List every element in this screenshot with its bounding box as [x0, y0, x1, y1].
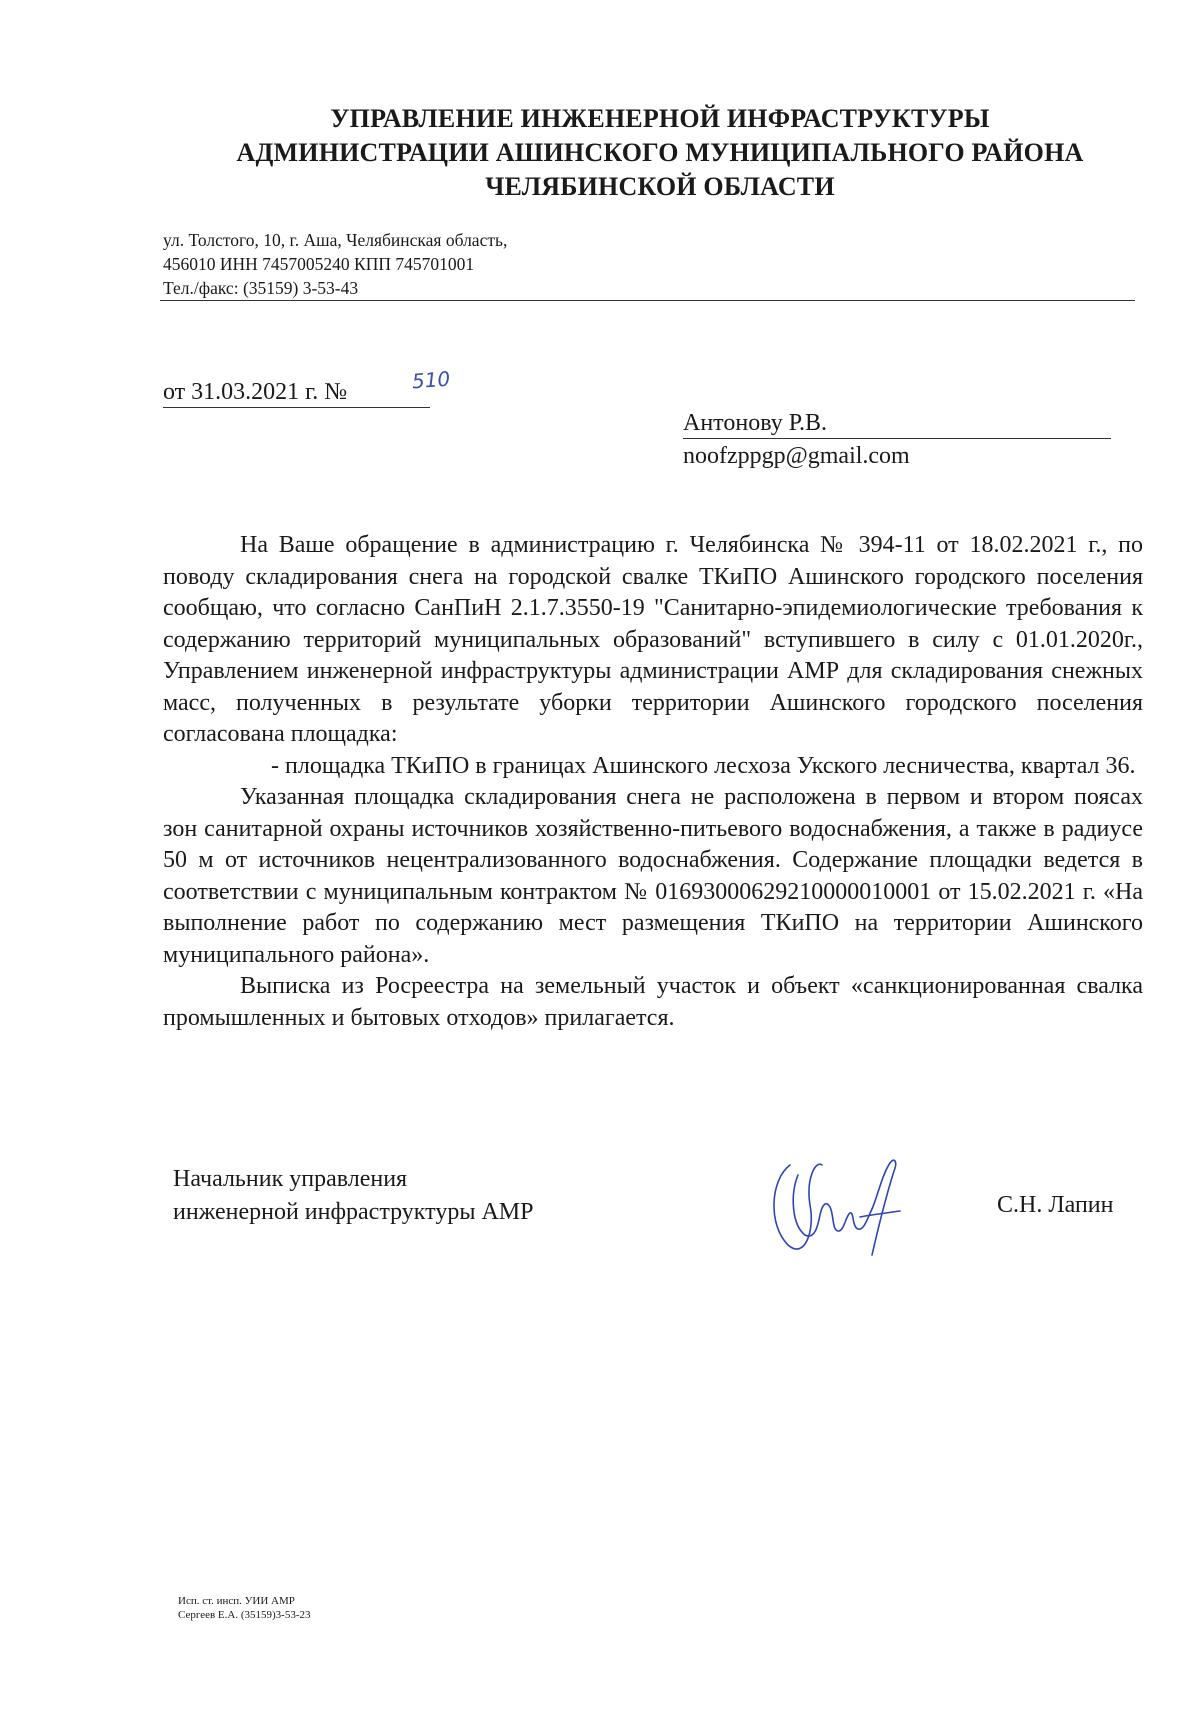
- recipient-block: [683, 407, 910, 473]
- letterhead-line-2: АДМИНИСТРАЦИИ АШИНСКОГО МУНИЦИПАЛЬНОГО РАЙОНА: [236, 138, 1084, 167]
- body-paragraph-1: На Ваше обращение в администрацию г. Челябинска № 394-11 от 18.02.2021 г., по поводу складирования снега на городской свалке ТКиПО Ашинского городского поселения сообщаю, что согласно СанПиН 2.1.7.3550-19 "Санитарно-эпидемиологические требования к содержанию территорий муниципальных образований" вступившего в силу с 01.01.2020г., Управлением инженерной инфраструктуры администрации АМР для складирования снежных масс, полученных в результате уборки территории Ашинского городского поселения согласована площадка:: [163, 532, 1143, 747]
- header-divider: [160, 300, 1135, 301]
- executor-line-2: Сергеев Е.А. (35159)3-53-23: [178, 1609, 311, 1621]
- signatory-title: [173, 1163, 533, 1229]
- signatory-title-line-2: инженерной инфраструктуры АМР: [173, 1199, 534, 1225]
- handwritten-number: 510: [411, 366, 451, 394]
- body-paragraph-2: Указанная площадка складирования снега не расположена в первом и втором поясах зон санитарной охраны источников хозяйственно-питьевого водоснабжения, а также в радиусе 50 м от источников нецентрализованного водоснабжения. Содержание площадки ведется в соответствии с муниципальным контрактом № 0169300062921000001000‌1 от 15.02.2021 г. «На выполнение работ по содержанию мест размещения ТКиПО на территории Ашинского муниципального района».: [163, 784, 1143, 968]
- letter-body: [163, 530, 1143, 1034]
- address-line-1: ул. Толстого, 10, г. Аша, Челябинская область,: [163, 230, 508, 250]
- body-list-item: - площадка ТКиПО в границах Ашинского лесхоза Укского лесничества, квартал 36.: [271, 752, 1136, 779]
- date-and-number: от 31.03.2021 г. №: [163, 379, 348, 405]
- address-line-2: 456010 ИНН 7457005240 КПП 745701001: [163, 254, 475, 274]
- signatory-title-line-1: Начальник управления: [173, 1166, 408, 1192]
- letterhead-line-1: УПРАВЛЕНИЕ ИНЖЕНЕРНОЙ ИНФРАСТРУКТУРЫ: [330, 104, 990, 133]
- address-phone: Тел./факс: (35159) 3-53-43: [163, 278, 359, 298]
- recipient-name: Антонову Р.В.: [683, 410, 828, 436]
- handwritten-signature: [760, 1135, 920, 1270]
- recipient-email: noofzppgp@gmail.com: [683, 443, 910, 469]
- executor-info: [178, 1594, 311, 1622]
- letterhead: [160, 102, 1160, 204]
- body-paragraph-3: Выписка из Росреестра на земельный участок и объект «санкционированная свалка промышленных и бытовых отходов» прилагается.: [163, 973, 1143, 1031]
- signatory-name: С.Н. Лапин: [997, 1192, 1114, 1218]
- executor-line-1: Исп. ст. инсп. УИИ АМР: [178, 1595, 295, 1607]
- sender-address: [163, 228, 507, 300]
- date-underline: [163, 407, 430, 408]
- recipient-underline: [683, 438, 1111, 439]
- letterhead-line-3: ЧЕЛЯБИНСКОЙ ОБЛАСТИ: [485, 172, 835, 201]
